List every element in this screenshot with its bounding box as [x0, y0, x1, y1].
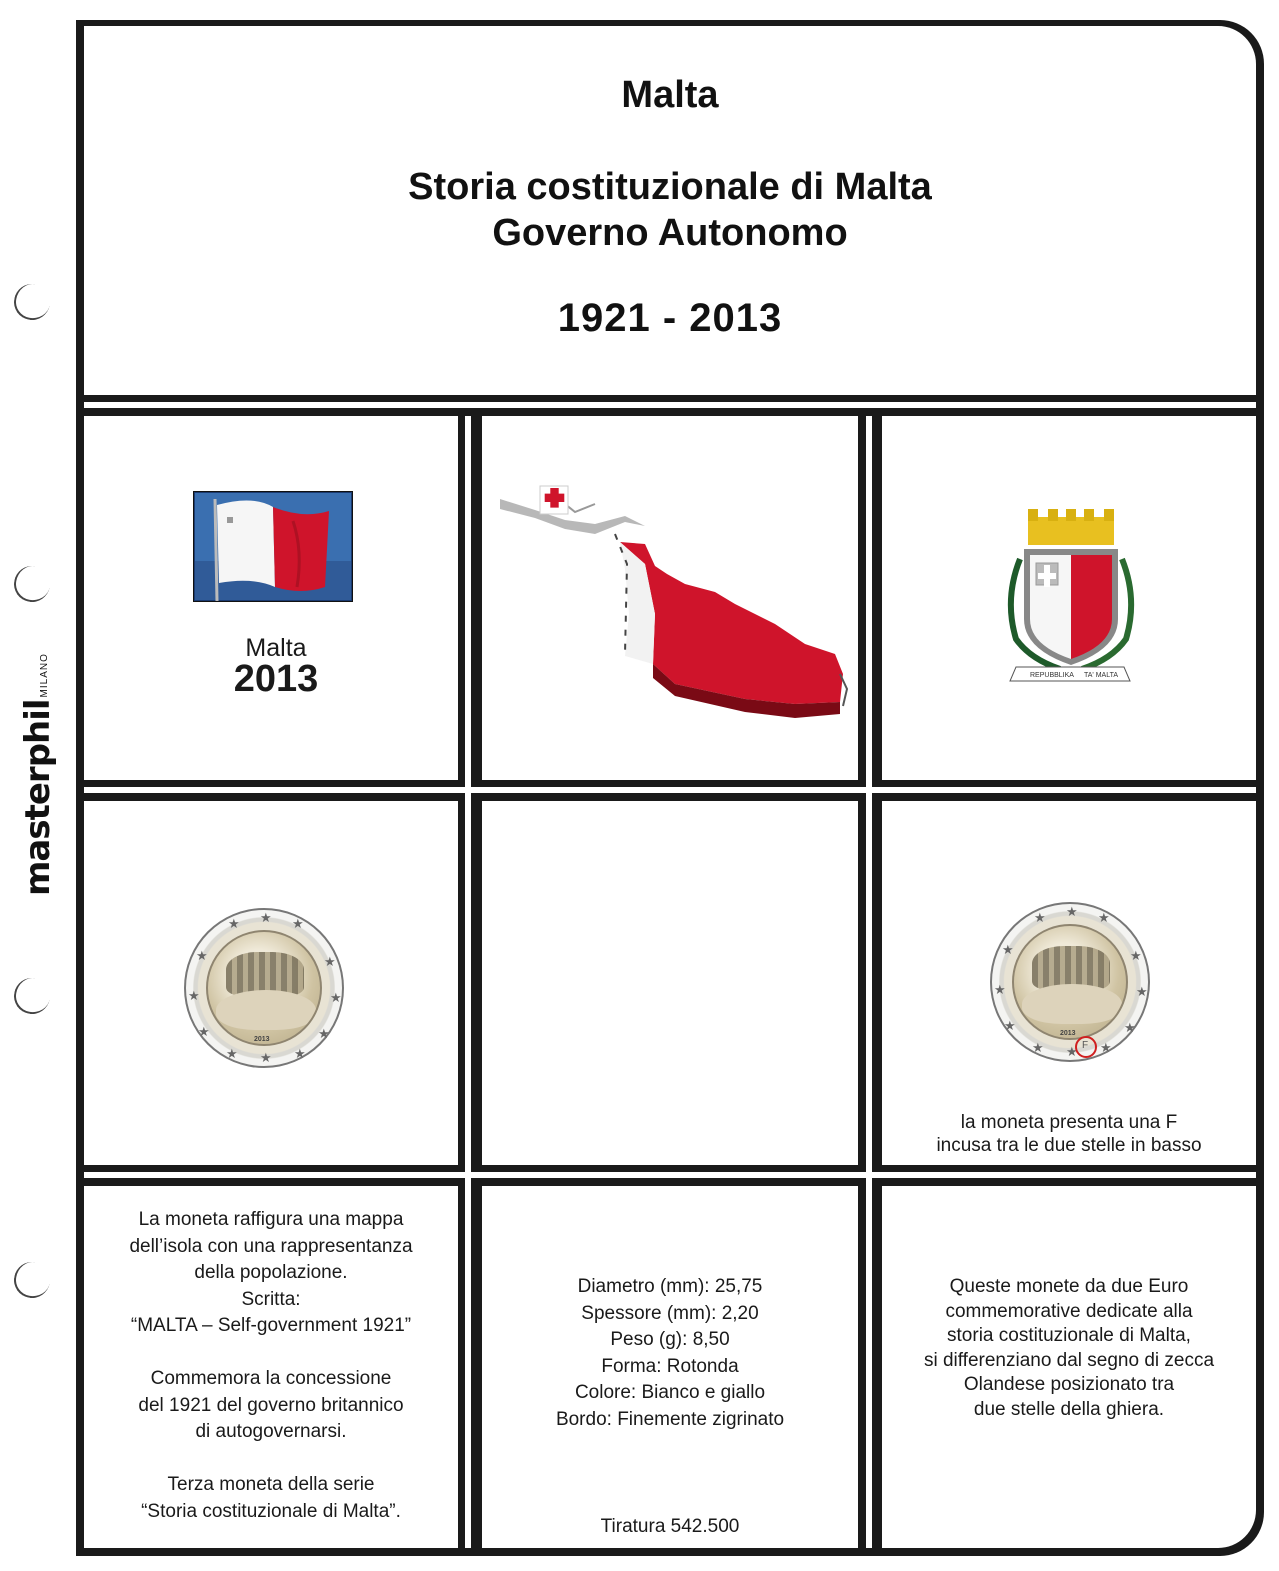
spec-line: Peso (g): 8,50	[610, 1329, 730, 1350]
binder-hole	[11, 281, 53, 323]
coin-map	[216, 990, 316, 1030]
binder-hole	[11, 563, 53, 605]
star-icon: ★	[1098, 910, 1110, 925]
desc-line: del 1921 del governo britannico	[138, 1394, 404, 1416]
mintage-label: Tiratura 542.500	[600, 1516, 740, 1537]
coin-center	[206, 930, 322, 1046]
note-line: due stelle della ghiera.	[973, 1398, 1165, 1420]
star-icon: ★	[226, 1046, 238, 1061]
star-icon: ★	[198, 1024, 210, 1039]
star-icon: ★	[1002, 942, 1014, 957]
mint-mark-highlight	[1075, 1036, 1097, 1058]
years-title: 1921 - 2013	[557, 296, 783, 340]
star-icon: ★	[228, 916, 240, 931]
star-icon: ★	[1130, 948, 1142, 963]
mint-mark-note	[882, 1111, 1256, 1157]
malta-flag-image	[193, 491, 353, 602]
subject-title-line1: Storia costituzionale di Malta	[408, 166, 932, 208]
spec-line: Bordo: Finemente zigrinato	[555, 1408, 785, 1430]
coin-description	[84, 1207, 458, 1525]
star-icon: ★	[260, 1050, 272, 1065]
note-line: storia costituzionale di Malta,	[947, 1325, 1191, 1346]
coin-center	[1012, 924, 1128, 1040]
coin-obverse-image	[184, 908, 344, 1068]
coat-of-arms-image	[1000, 509, 1140, 687]
desc-line: della popolazione.	[194, 1262, 348, 1283]
desc-line: dell’isola con una rappresentanza	[129, 1235, 413, 1257]
star-icon: ★	[1034, 910, 1046, 925]
subject-title	[84, 164, 1256, 256]
note-line: commemorative dedicate alla	[945, 1300, 1193, 1322]
star-icon: ★	[994, 982, 1006, 997]
spec-line: Diametro (mm): 25,75	[577, 1276, 763, 1297]
flag-year-label: 2013	[233, 658, 319, 700]
binder-hole	[11, 975, 53, 1017]
empty-panel	[482, 801, 858, 1165]
coin-year: 2013	[1060, 1030, 1076, 1037]
brand-sub: MILANO	[39, 653, 50, 698]
desc-line: Commemora la concessione	[150, 1368, 392, 1389]
star-icon: ★	[1032, 1040, 1044, 1055]
desc-line: “MALTA – Self-government 1921”	[130, 1315, 412, 1336]
rule-gap	[866, 416, 872, 1548]
rule-gap	[84, 787, 1256, 793]
star-icon: ★	[188, 988, 200, 1003]
rule-gap	[84, 1172, 1256, 1178]
star-icon: ★	[1066, 1044, 1078, 1059]
desc-line: La moneta raffigura una mappa	[138, 1209, 404, 1230]
note-line: Olandese posizionato tra	[963, 1374, 1175, 1395]
desc-line: “Storia costituzionale di Malta”.	[141, 1500, 401, 1522]
spec-line: Spessore (mm): 2,20	[581, 1302, 759, 1324]
rule-gap	[84, 402, 1256, 408]
coin-variant-image	[990, 902, 1150, 1062]
coin-map	[1022, 984, 1122, 1024]
star-icon: ★	[324, 954, 336, 969]
rule-gap	[465, 416, 471, 1548]
note-line: si differenziano dal segno di zecca	[923, 1349, 1215, 1371]
note-line: Queste monete da due Euro	[949, 1276, 1189, 1297]
subject-title-line2: Governo Autonomo	[492, 212, 848, 254]
star-icon: ★	[1100, 1040, 1112, 1055]
star-icon: ★	[1124, 1020, 1136, 1035]
mint-mark: F	[1082, 1040, 1089, 1051]
desc-line: Scritta:	[241, 1288, 301, 1310]
star-icon: ★	[1136, 984, 1148, 999]
arms-scroll-left: REPUBBLIKA	[1030, 672, 1074, 679]
star-icon: ★	[260, 910, 272, 925]
malta-map-image	[495, 474, 850, 746]
star-icon: ★	[1004, 1018, 1016, 1033]
country-title: Malta	[621, 74, 719, 116]
desc-line: Terza moneta della serie	[167, 1474, 375, 1495]
star-icon: ★	[294, 1046, 306, 1061]
binder-hole	[11, 1259, 53, 1301]
spec-line: Colore: Bianco e giallo	[574, 1382, 766, 1403]
mint-note-line1: la moneta presenta una F	[960, 1112, 1178, 1133]
star-icon: ★	[196, 948, 208, 963]
flag-country-label: Malta	[245, 634, 307, 662]
star-icon: ★	[1066, 904, 1078, 919]
arms-scroll-right: TA' MALTA	[1084, 672, 1119, 679]
brand-name: masterphil	[18, 699, 58, 896]
star-icon: ★	[330, 990, 342, 1005]
coin-year: 2013	[254, 1036, 270, 1043]
desc-line: di autogovernarsi.	[195, 1421, 347, 1442]
coin-specs	[482, 1274, 858, 1433]
spec-line: Forma: Rotonda	[601, 1355, 739, 1377]
mint-note-line2: incusa tra le due stelle in basso	[936, 1135, 1202, 1156]
brand-logo	[18, 653, 58, 896]
star-icon: ★	[318, 1026, 330, 1041]
star-icon: ★	[292, 916, 304, 931]
mint-notes	[882, 1275, 1256, 1422]
